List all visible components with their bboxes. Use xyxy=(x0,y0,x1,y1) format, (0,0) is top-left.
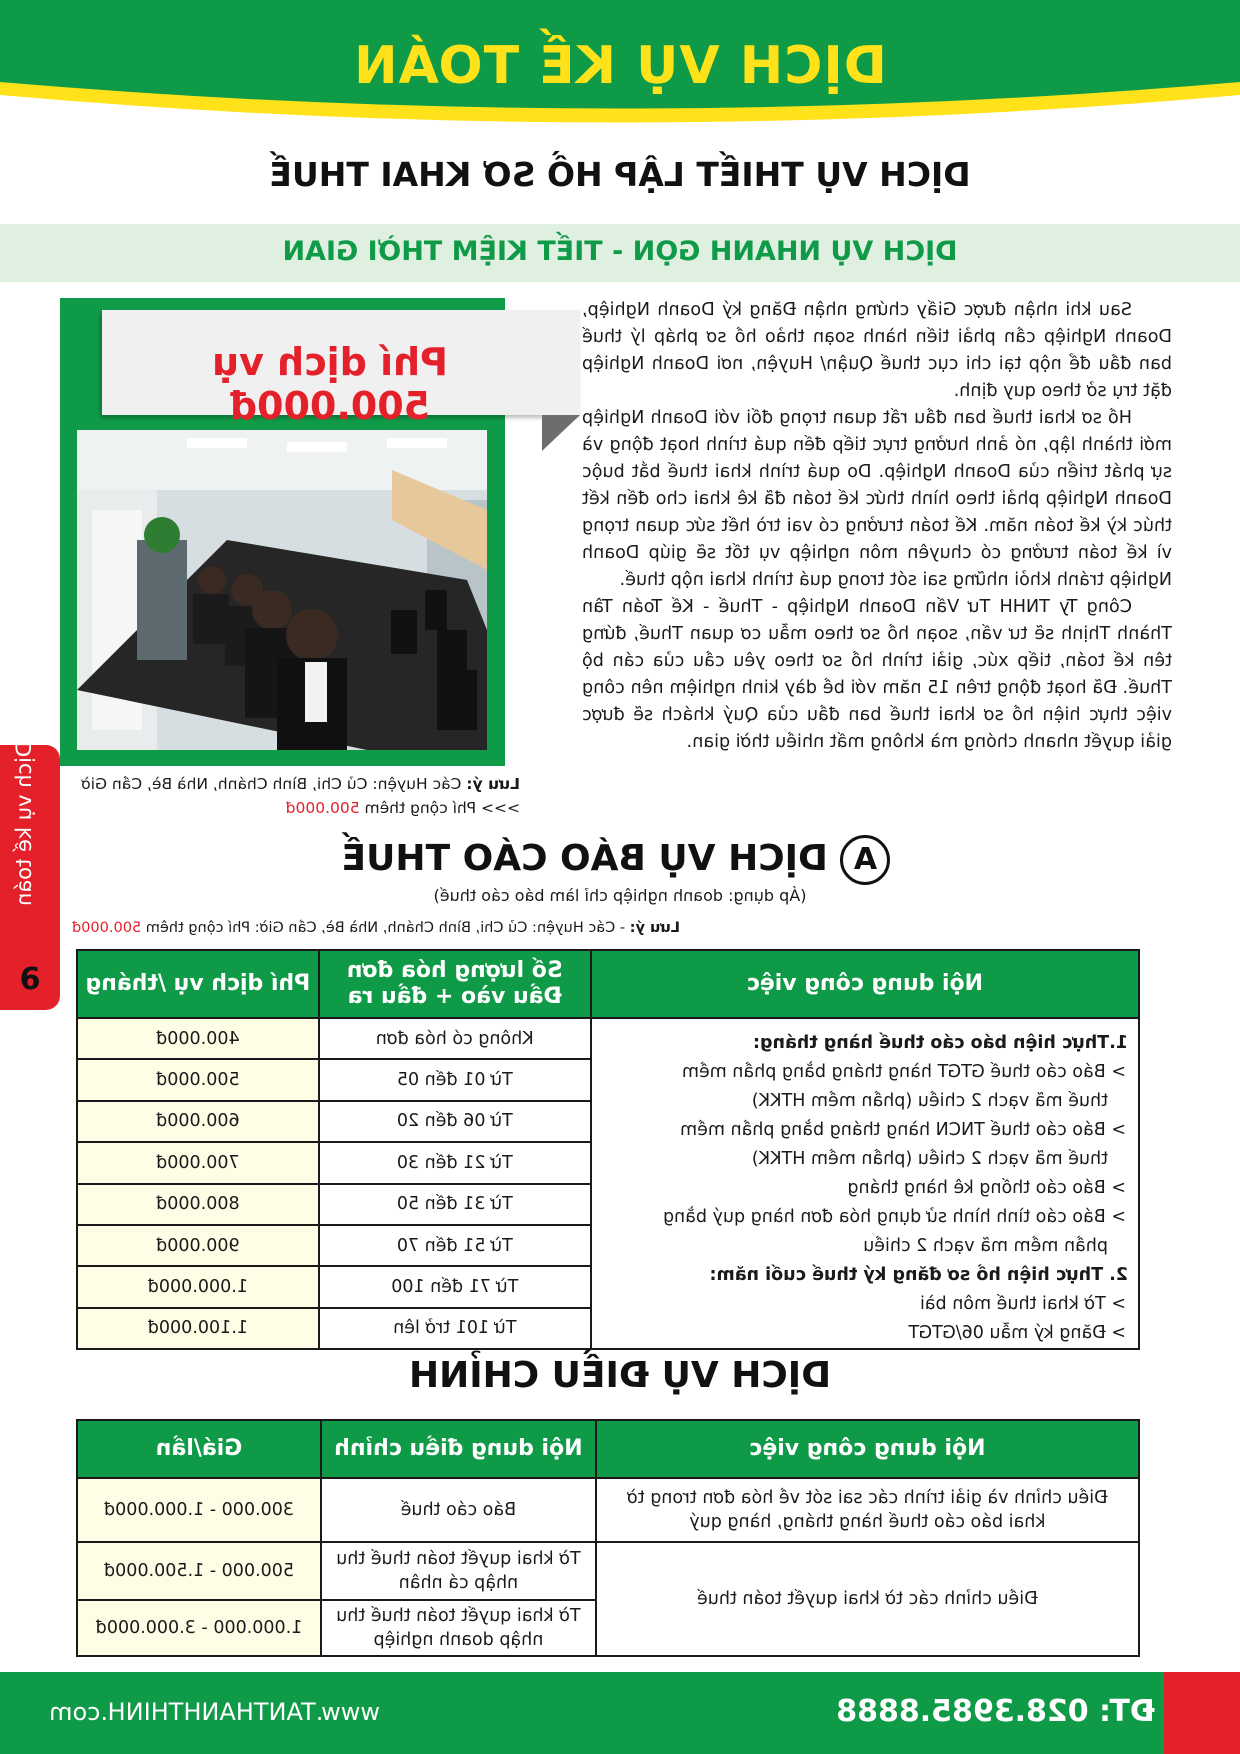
invoice-range: Từ 31 đến 50 xyxy=(319,1184,591,1225)
footer-phone: ĐT: 028.3985.8888 xyxy=(836,1694,1155,1729)
fee-value: 1.000.000đ xyxy=(77,1266,319,1307)
adjust-price: 1.000.000 - 3.000.000đ xyxy=(77,1600,321,1656)
intro-paragraph-1: Sau khi nhận được Giấy chứng nhận Đăng ký Doanh Nghiệp, Doanh Nghiệp cần phải tiến hành soạn thảo hồ sơ pháp lý thuế ban đầu để nộp tại chi cục thuế Quận/ Huyện, nơi Doanh Nghiệp đặt trụ sở theo quy định. xyxy=(582,300,1172,401)
work-item: > Báo cáo thuế GTGT hàng tháng bằng phần mềm xyxy=(681,1062,1126,1082)
tagline: DỊCH VỤ NHANH GỌN - TIẾT KIỆM THỜI GIAN xyxy=(282,236,958,267)
work-item: > Báo cáo thuế TNCN hàng tháng bằng phần mềm xyxy=(680,1120,1126,1140)
fee-value: 400.000đ xyxy=(77,1018,319,1059)
section-b-title: DỊCH VỤ ĐIỀU CHỈNH xyxy=(408,1355,832,1396)
col-work: Nội dung công việc xyxy=(591,950,1139,1018)
promo-note xyxy=(50,775,520,817)
footer-website[interactable]: www.TANTHANHTHINH.com xyxy=(49,1698,380,1726)
promo-note-price: 500.000đ xyxy=(285,799,360,817)
adjust-content: Tờ khai quyết toán thuế thu nhập cá nhân xyxy=(321,1542,596,1600)
col-fee: Phí dịch vụ /tháng xyxy=(77,950,319,1018)
work-content-cell xyxy=(591,1018,1139,1349)
work-item: thuế mã vạch 2 chiều (phần mềm HTKK) xyxy=(751,1149,1108,1169)
table-row xyxy=(77,1478,1139,1542)
fee-value: 900.000đ xyxy=(77,1225,319,1266)
work-heading-2: 2. Thực hiện hồ sơ đăng ký thuế cuối năm: xyxy=(709,1265,1128,1285)
fee-value: 1.100.000đ xyxy=(77,1308,319,1349)
work-item: phần mềm mã vạch 2 chiều xyxy=(863,1236,1108,1256)
work-heading-1: 1.Thực hiện báo cáo thuế hàng tháng: xyxy=(753,1033,1128,1053)
invoice-range: Không có hóa đơn xyxy=(319,1018,591,1059)
work-item: > Báo cáo tình hình sử dụng hóa đơn hàng quý bằng xyxy=(662,1207,1126,1227)
table-row xyxy=(77,1018,1139,1059)
table-row xyxy=(77,1542,1139,1600)
section-a-subtitle: (Áp dụng: doanh nghiệp chỉ làm báo cáo thuế) xyxy=(433,886,807,905)
section-a-note xyxy=(72,920,1162,936)
intro-paragraph-3: Công Ty TNHH Tư Vấn Doanh Nghiệp - Thuế - Kế Toán Tân Thành Thịnh sẽ tư vấn, soạn hồ sơ theo mẫu cơ quan Thuế, đứng tên kế toán, tiếp xúc, giải trình hồ sơ theo yêu cầu của cán bộ Thuế. Đã hoạt động trên 15 năm với bề dày kinh nghiệm nên công việc thực hiện hồ sơ khai thuế ban đầu của Quý khách sẽ được giải quyết nhanh chóng mà không mất nhiều thời gian. xyxy=(582,597,1172,752)
invoice-range: Từ 71 đến 100 xyxy=(319,1266,591,1307)
work-item: thuế mã vạch 2 chiều (phần mềm HTKK) xyxy=(751,1091,1108,1111)
col-work: Nội dung công việc xyxy=(596,1420,1139,1478)
office-photo xyxy=(77,430,487,750)
page-subtitle: DỊCH VỤ THIẾT LẬP HỒ SƠ KHAI THUẾ xyxy=(269,155,971,194)
table-header-row xyxy=(77,950,1139,1018)
page-title: DỊCH VỤ KẾ TOÁN xyxy=(353,36,887,96)
promo-note-label: Lưu ý: xyxy=(466,775,520,793)
section-a-badge: A xyxy=(840,835,890,885)
adjust-content: Tờ khai quyết toán thuế thu nhập doanh nghiệp xyxy=(321,1600,596,1656)
section-a-note-label: Lưu ý: xyxy=(629,920,680,936)
invoice-range: Từ 101 trở lên xyxy=(319,1308,591,1349)
promo-note-line xyxy=(50,775,520,793)
side-tab-label: Dịch vụ kế toán xyxy=(12,741,36,906)
work-item: > Đăng ký mẫu 06/GTGT xyxy=(908,1323,1126,1343)
adjust-price: 500.000 - 1.500.000đ xyxy=(77,1542,321,1600)
price-tag-text: Phí dịch vụ 500.000đ xyxy=(212,340,449,428)
footer-accent xyxy=(1164,1672,1240,1754)
page-number: 6 xyxy=(19,962,41,997)
fee-value: 600.000đ xyxy=(77,1101,319,1142)
invoice-range: Từ 21 đến 30 xyxy=(319,1142,591,1183)
price-tag-fold xyxy=(542,415,580,451)
section-a-title xyxy=(0,835,1240,885)
fee-value: 500.000đ xyxy=(77,1059,319,1100)
promo-note-prefix: >>> Phí cộng thêm xyxy=(359,799,520,817)
adjust-work: Điều chỉnh các tờ khai quyết toán thuế xyxy=(596,1542,1139,1656)
fee-value: 700.000đ xyxy=(77,1142,319,1183)
col-price: Giá/lần xyxy=(77,1420,321,1478)
adjust-content: Báo cáo thuế xyxy=(321,1478,596,1542)
work-item: > Báo cáo thống kê hàng tháng xyxy=(847,1178,1126,1198)
invoice-range: Từ 51 đến 70 xyxy=(319,1225,591,1266)
adjustment-table xyxy=(76,1419,1140,1657)
fee-value: 800.000đ xyxy=(77,1184,319,1225)
invoice-range: Từ 06 đến 20 xyxy=(319,1101,591,1142)
adjust-work: Điều chỉnh và giải trình các sai sót về hóa đơn trong tờ khai báo cáo thuế hàng tháng, hàng quý xyxy=(596,1478,1139,1542)
adjust-price: 300.000 - 1.000.000đ xyxy=(77,1478,321,1542)
section-a-note-price: 500.000đ xyxy=(72,920,142,936)
promo-note-extra xyxy=(50,799,520,817)
report-fee-table xyxy=(76,949,1140,1350)
promo-note-text: Các Huyện: Củ Chi, Bình Chánh, Nhà Bè, Cần Giờ xyxy=(81,775,467,793)
col-invoices: Số lượng hóa đơn Đầu vào + đầu ra xyxy=(319,950,591,1018)
table-header-row xyxy=(77,1420,1139,1478)
section-a-note-text: - Các Huyện: Củ Chi, Bình Chánh, Nhà Bè, Cần Giờ: Phí cộng thêm xyxy=(141,920,630,936)
invoice-range: Từ 01 đến 05 xyxy=(319,1059,591,1100)
section-a-title-text: DỊCH VỤ BÁO CÁO THUẾ xyxy=(341,838,828,879)
col-adjust: Nội dung điều chỉnh xyxy=(321,1420,596,1478)
work-item: > Tờ khai thuế môn bài xyxy=(919,1294,1126,1314)
intro-paragraph-2: Hồ sơ khai thuế ban đầu rất quan trọng đối với Doanh Nghiệp mới thành lập, nó ảnh hưởng trực tiếp đến quá trình hoạt động và sự phát triển của Doanh Nghiệp. Do quá trình khai thuế bắt buộc Doanh Nghiệp phải theo hình thức kế toán đã kê khai cho đến kết thúc kỳ kế toán năm. Kế toán trưởng có vai trò hết sức quan trọng vì kế toán trưởng có chuyên môn nghiệp vụ tốt sẽ giúp Doanh Nghiệp tránh khỏi những sai sót trong quá trình khai nộp thuế. xyxy=(582,408,1172,590)
intro-text xyxy=(582,297,1172,756)
